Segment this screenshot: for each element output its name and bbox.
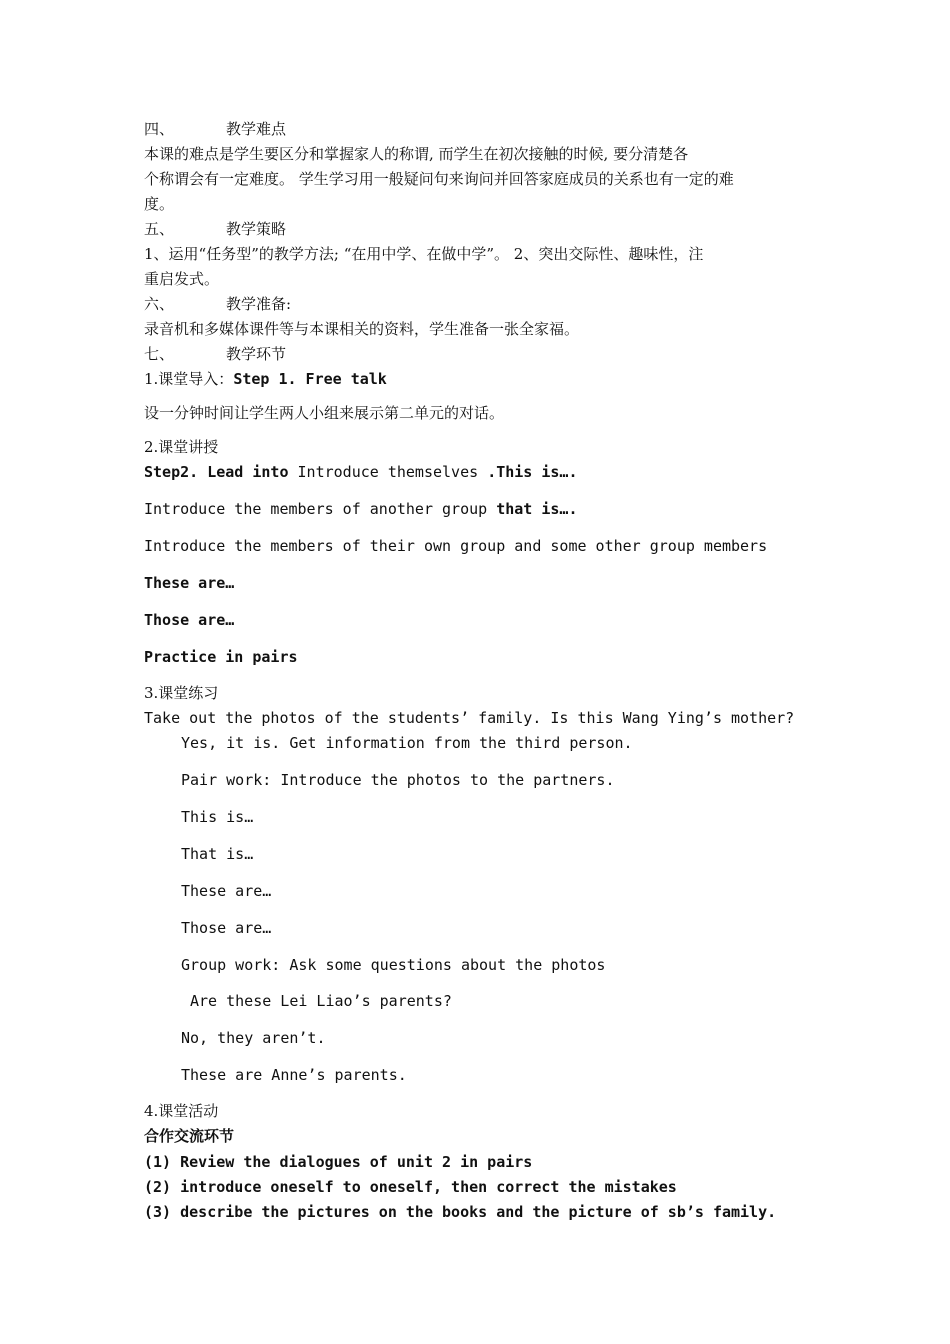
step1-heading [144,369,387,389]
step3-pair-work: Pair work: Introduce the photos to the partners. [181,771,615,789]
step2-lead-line [144,462,578,482]
step3-group-work: Group work: Ask some questions about the photos [181,956,606,974]
section-heading-6 [144,294,291,314]
step3-these-are: These are… [181,882,272,900]
step1-description: 设一分钟时间让学生两人小组来展示第二单元的对话。 [144,404,505,422]
step2-lead-text: Introduce themselves [297,463,488,481]
intro-other-pattern: that is…. [496,500,578,518]
step4-heading: 4.课堂活动 [144,1102,219,1120]
section-title: 教学策略 [226,220,287,238]
step2-practice: Practice in pairs [144,648,298,666]
step3-those-are: Those are… [181,919,272,937]
step3-question: Are these Lei Liao’s parents? [190,992,452,1010]
intro-other-text: Introduce the members of another group [144,500,497,518]
difficulty-line-1: 本课的难点是学生要区分和掌握家人的称谓, 而学生在初次接触的时候, 要分清楚各 [144,145,689,163]
section-heading-7 [144,344,286,364]
difficulty-line-2: 个称谓会有一定难度。 学生学习用一般疑问句来询问并回答家庭成员的关系也有一定的难 [144,170,734,188]
section-heading-5 [144,219,286,239]
step3-line-1: Take out the photos of the students’ family. Is this Wang Ying’s mother? [144,709,795,727]
step4-item-2: (2) introduce oneself to oneself, then correct the mistakes [144,1178,677,1196]
step2-those-are: Those are… [144,611,235,629]
step3-that-is: That is… [181,845,254,863]
section-number: 七、 [144,345,175,363]
step2-intro-other-group [144,499,577,519]
step3-answer-no: No, they aren’t. [181,1029,326,1047]
step1-prefix: 1.课堂导入： [144,370,234,388]
step2-intro-own-group: Introduce the members of their own group and some other group members [144,537,768,555]
step2-lead-pattern: .This is…. [487,463,578,481]
step4-subheading: 合作交流环节 [144,1127,235,1145]
step3-answer-these: These are Anne’s parents. [181,1066,407,1084]
step3-heading: 3.课堂练习 [144,684,219,702]
step4-item-3: (3) describe the pictures on the books and the picture of sb’s family. [144,1203,777,1221]
step3-line-2: Yes, it is. Get information from the third person. [181,734,633,752]
section-title: 教学环节 [226,345,287,363]
section-number: 五、 [144,220,175,238]
section-title: 教学难点 [226,120,287,138]
strategy-line-1: 1、运用“任务型”的教学方法; “在用中学、在做中学”。 2、突出交际性、趣味性，注 [144,245,704,263]
step2-lead-label: Step2. Lead into [144,463,298,481]
section-number: 六、 [144,295,175,313]
strategy-line-2: 重启发式。 [144,270,220,288]
step2-heading: 2.课堂讲授 [144,438,219,456]
step4-item-1: (1) Review the dialogues of unit 2 in pairs [144,1153,533,1171]
section-title: 教学准备: [226,295,292,313]
section-heading-4 [144,119,286,139]
step3-this-is: This is… [181,808,254,826]
preparation-line: 录音机和多媒体课件等与本课相关的资料，学生准备一张全家福。 [144,320,580,338]
difficulty-line-3: 度。 [144,195,175,213]
step1-title: Step 1. Free talk [233,370,387,388]
step2-these-are: These are… [144,574,235,592]
section-number: 四、 [144,120,175,138]
